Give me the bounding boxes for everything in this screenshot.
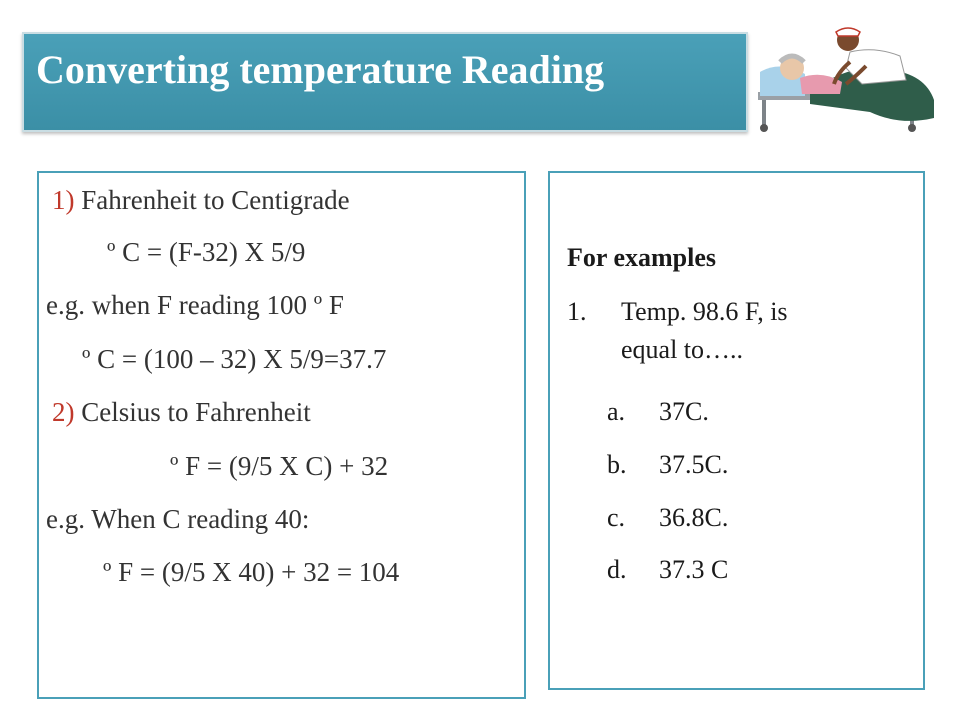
option-letter: b. xyxy=(607,450,627,479)
question-line-2: equal to….. xyxy=(621,335,744,364)
option-letter: d. xyxy=(607,555,627,584)
item-fahrenheit-to-centigrade xyxy=(52,185,350,216)
title-bar xyxy=(22,32,748,132)
formula-celsius: º C = (F-32) X 5/9 xyxy=(107,237,306,267)
left-panel xyxy=(37,171,526,699)
item-celsius-to-fahrenheit xyxy=(52,397,311,428)
item-label: Fahrenheit to Centigrade xyxy=(81,185,350,215)
bed-leg xyxy=(762,100,766,126)
option-text: 37C. xyxy=(659,397,709,426)
example-fahrenheit: e.g. when F reading 100 º F xyxy=(46,290,344,320)
item-number: 1) xyxy=(52,185,75,215)
bed-wheel xyxy=(760,124,768,132)
examples-heading: For examples xyxy=(567,243,716,272)
option-text: 37.3 C xyxy=(659,555,729,584)
calculation-celsius: º C = (100 – 32) X 5/9=37.7 xyxy=(82,344,387,374)
question-number: 1. xyxy=(567,297,587,326)
nurse-patient-illustration xyxy=(750,22,940,140)
option-text: 36.8C. xyxy=(659,503,729,532)
formula-fahrenheit: º F = (9/5 X C) + 32 xyxy=(170,451,389,481)
option-text: 37.5C. xyxy=(659,450,729,479)
item-label: Celsius to Fahrenheit xyxy=(81,397,311,427)
nurse-cap xyxy=(836,28,860,36)
bed-wheel xyxy=(908,124,916,132)
calculation-fahrenheit: º F = (9/5 X 40) + 32 = 104 xyxy=(103,557,400,587)
item-number: 2) xyxy=(52,397,75,427)
example-celsius: e.g. When C reading 40: xyxy=(46,504,310,534)
option-letter: a. xyxy=(607,397,626,426)
question-line-1: Temp. 98.6 F, is xyxy=(621,297,788,326)
slide-title: Converting temperature Reading xyxy=(36,47,605,92)
right-panel xyxy=(548,171,925,690)
option-letter: c. xyxy=(607,503,626,532)
